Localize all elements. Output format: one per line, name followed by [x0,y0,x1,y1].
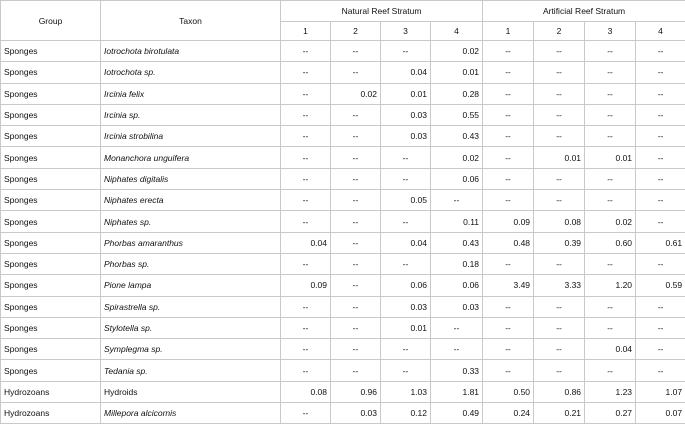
cell-natural-value: 0.03 [381,296,431,317]
cell-natural-value: -- [281,104,331,125]
table-row [1,147,685,168]
cell-artificial-value: -- [483,104,534,125]
cell-artificial-value: -- [483,253,534,274]
header-natural-reef: Natural Reef Stratum [281,1,483,22]
cell-natural-value: 0.01 [381,317,431,338]
cell-artificial-value: -- [534,317,585,338]
cell-taxon: Niphates erecta [101,190,281,211]
cell-natural-value: -- [331,317,381,338]
cell-natural-value: -- [281,126,331,147]
cell-artificial-value: -- [483,83,534,104]
cell-artificial-value: -- [483,190,534,211]
cell-natural-value: 0.11 [431,211,483,232]
cell-natural-value: -- [331,147,381,168]
cell-artificial-value: -- [636,126,685,147]
cell-natural-value: 0.49 [431,403,483,424]
cell-group: Hydrozoans [1,381,101,402]
cell-natural-value: 0.01 [431,62,483,83]
table-row [1,232,685,253]
cell-artificial-value: 0.27 [585,403,636,424]
header-artificial-reef: Artificial Reef Stratum [483,1,685,22]
header-stratum: 3 [381,22,431,41]
cell-artificial-value: -- [585,104,636,125]
cell-artificial-value: -- [534,104,585,125]
cell-artificial-value: -- [534,296,585,317]
cell-group: Sponges [1,339,101,360]
cell-natural-value: 1.03 [381,381,431,402]
cell-taxon: Tedania sp. [101,360,281,381]
cell-artificial-value: 0.08 [534,211,585,232]
cell-natural-value: 0.55 [431,104,483,125]
table-row [1,253,685,274]
cell-taxon: Phorbas sp. [101,253,281,274]
cell-natural-value: 0.12 [381,403,431,424]
cell-artificial-value: 1.20 [585,275,636,296]
cell-natural-value: 0.04 [381,232,431,253]
cell-artificial-value: -- [483,41,534,62]
cell-natural-value: -- [281,317,331,338]
table-row [1,339,685,360]
cell-artificial-value: -- [483,339,534,360]
cell-natural-value: 0.04 [281,232,331,253]
cell-natural-value: -- [381,339,431,360]
header-taxon: Taxon [101,1,281,41]
table-row [1,211,685,232]
cell-natural-value: -- [381,360,431,381]
cell-natural-value: 0.06 [431,275,483,296]
cell-artificial-value: -- [483,62,534,83]
table-row [1,104,685,125]
cell-group: Sponges [1,41,101,62]
cell-natural-value: -- [331,62,381,83]
cell-group: Sponges [1,296,101,317]
cell-artificial-value: -- [534,62,585,83]
table-row [1,62,685,83]
cell-natural-value: -- [281,168,331,189]
cell-artificial-value: -- [483,317,534,338]
cell-taxon: Niphates digitalis [101,168,281,189]
cell-artificial-value: -- [636,62,685,83]
cell-artificial-value: 0.02 [585,211,636,232]
cell-natural-value: 0.43 [431,232,483,253]
table-body [1,41,685,424]
cell-group: Sponges [1,104,101,125]
cell-artificial-value: -- [585,41,636,62]
cell-artificial-value: -- [483,296,534,317]
cell-natural-value: -- [281,62,331,83]
cell-artificial-value: 0.01 [585,147,636,168]
cell-artificial-value: -- [636,190,685,211]
cell-taxon: Ircinia felix [101,83,281,104]
cell-natural-value: -- [281,253,331,274]
cell-natural-value: 0.09 [281,275,331,296]
cell-natural-value: -- [381,147,431,168]
cell-natural-value: 0.03 [331,403,381,424]
header-stratum: 3 [585,22,636,41]
cell-taxon: Ircinia strobilina [101,126,281,147]
cell-artificial-value: 0.39 [534,232,585,253]
cell-artificial-value: -- [636,41,685,62]
cell-natural-value: 0.18 [431,253,483,274]
cell-natural-value: -- [381,41,431,62]
cell-natural-value: 0.06 [381,275,431,296]
cell-natural-value: -- [281,339,331,360]
cell-group: Hydrozoans [1,403,101,424]
cell-natural-value: -- [281,360,331,381]
cell-artificial-value: -- [483,126,534,147]
cell-artificial-value: 0.04 [585,339,636,360]
cell-natural-value: 0.96 [331,381,381,402]
cell-group: Sponges [1,360,101,381]
cell-artificial-value: -- [636,317,685,338]
cell-artificial-value: -- [534,126,585,147]
cell-natural-value: -- [331,190,381,211]
table-row [1,360,685,381]
cell-natural-value: -- [331,360,381,381]
cell-artificial-value: -- [534,339,585,360]
cell-natural-value: 0.02 [431,41,483,62]
cell-group: Sponges [1,275,101,296]
cell-artificial-value: -- [585,126,636,147]
cell-artificial-value: -- [585,190,636,211]
cell-taxon: Ircinia sp. [101,104,281,125]
header-row-top [1,1,685,22]
cell-artificial-value: -- [534,41,585,62]
cell-natural-value: -- [281,147,331,168]
cell-artificial-value: 0.61 [636,232,685,253]
header-stratum: 2 [331,22,381,41]
cell-taxon: Iotrochota birotulata [101,41,281,62]
cell-natural-value: 0.02 [331,83,381,104]
cell-natural-value: 0.43 [431,126,483,147]
cell-natural-value: -- [331,339,381,360]
header-stratum: 4 [636,22,685,41]
cell-taxon: Millepora alcicornis [101,403,281,424]
cell-group: Sponges [1,147,101,168]
cell-artificial-value: -- [636,339,685,360]
cell-artificial-value: -- [636,253,685,274]
cell-artificial-value: -- [585,296,636,317]
cell-artificial-value: -- [534,168,585,189]
cell-artificial-value: 0.07 [636,403,685,424]
cell-artificial-value: 1.23 [585,381,636,402]
cell-natural-value: 0.04 [381,62,431,83]
cell-group: Sponges [1,126,101,147]
cell-taxon: Spirastrella sp. [101,296,281,317]
cell-natural-value: 0.02 [431,147,483,168]
cell-natural-value: -- [281,211,331,232]
cell-group: Sponges [1,253,101,274]
cell-artificial-value: -- [483,147,534,168]
header-stratum: 1 [281,22,331,41]
cell-natural-value: -- [331,104,381,125]
cell-natural-value: 0.08 [281,381,331,402]
cell-artificial-value: -- [534,360,585,381]
cell-natural-value: -- [331,275,381,296]
table-row [1,275,685,296]
cell-artificial-value: -- [585,168,636,189]
cell-natural-value: 0.28 [431,83,483,104]
cell-artificial-value: 0.21 [534,403,585,424]
cell-natural-value: -- [281,296,331,317]
cell-artificial-value: -- [585,360,636,381]
cell-artificial-value: 0.50 [483,381,534,402]
cell-natural-value: -- [431,317,483,338]
cell-artificial-value: -- [636,296,685,317]
cell-taxon: Stylotella sp. [101,317,281,338]
header-stratum: 2 [534,22,585,41]
cell-artificial-value: -- [636,211,685,232]
cell-artificial-value: 0.48 [483,232,534,253]
cell-artificial-value: 0.86 [534,381,585,402]
table-row [1,190,685,211]
table-row [1,126,685,147]
cell-artificial-value: -- [636,104,685,125]
table-row [1,296,685,317]
cell-artificial-value: -- [636,168,685,189]
cell-artificial-value: -- [483,360,534,381]
cell-group: Sponges [1,211,101,232]
cell-natural-value: 0.03 [431,296,483,317]
cell-group: Sponges [1,190,101,211]
table-row [1,317,685,338]
cell-natural-value: -- [281,83,331,104]
cell-natural-value: 0.06 [431,168,483,189]
cell-artificial-value: -- [585,253,636,274]
cell-taxon: Hydroids [101,381,281,402]
cell-artificial-value: -- [636,83,685,104]
cell-natural-value: -- [281,190,331,211]
cell-artificial-value: -- [636,360,685,381]
cell-taxon: Phorbas amaranthus [101,232,281,253]
cell-natural-value: -- [431,190,483,211]
cell-natural-value: 0.03 [381,104,431,125]
cell-natural-value: -- [331,296,381,317]
table-row [1,41,685,62]
cell-artificial-value: 3.49 [483,275,534,296]
cell-natural-value: -- [331,211,381,232]
cell-natural-value: -- [431,339,483,360]
cell-natural-value: 0.05 [381,190,431,211]
table-row [1,381,685,402]
cell-group: Sponges [1,317,101,338]
cell-artificial-value: -- [585,317,636,338]
cell-taxon: Niphates sp. [101,211,281,232]
cell-natural-value: -- [331,41,381,62]
cell-group: Sponges [1,83,101,104]
cell-group: Sponges [1,62,101,83]
cell-group: Sponges [1,168,101,189]
cell-artificial-value: 0.60 [585,232,636,253]
cell-natural-value: 0.01 [381,83,431,104]
cell-artificial-value: 0.09 [483,211,534,232]
table-row [1,403,685,424]
header-stratum: 1 [483,22,534,41]
cell-artificial-value: 3.33 [534,275,585,296]
header-group: Group [1,1,101,41]
cell-natural-value: -- [381,253,431,274]
header-stratum: 4 [431,22,483,41]
cell-natural-value: 1.81 [431,381,483,402]
cell-natural-value: -- [331,168,381,189]
cell-artificial-value: 0.01 [534,147,585,168]
cell-artificial-value: -- [585,62,636,83]
cell-artificial-value: 0.59 [636,275,685,296]
cell-natural-value: -- [331,232,381,253]
cell-artificial-value: 1.07 [636,381,685,402]
cell-taxon: Iotrochota sp. [101,62,281,83]
cell-taxon: Symplegma sp. [101,339,281,360]
cell-taxon: Pione lampa [101,275,281,296]
cell-natural-value: -- [331,253,381,274]
cell-artificial-value: -- [585,83,636,104]
cell-artificial-value: -- [483,168,534,189]
cell-natural-value: -- [381,211,431,232]
cell-artificial-value: -- [534,83,585,104]
cell-artificial-value: -- [636,147,685,168]
cell-natural-value: -- [281,41,331,62]
cell-artificial-value: 0.24 [483,403,534,424]
cell-group: Sponges [1,232,101,253]
cell-natural-value: -- [381,168,431,189]
table-row [1,83,685,104]
table-row [1,168,685,189]
cell-natural-value: 0.33 [431,360,483,381]
cell-artificial-value: -- [534,253,585,274]
cell-artificial-value: -- [534,190,585,211]
cell-natural-value: 0.03 [381,126,431,147]
cell-natural-value: -- [331,126,381,147]
cell-natural-value: -- [281,403,331,424]
cell-taxon: Monanchora unguifera [101,147,281,168]
